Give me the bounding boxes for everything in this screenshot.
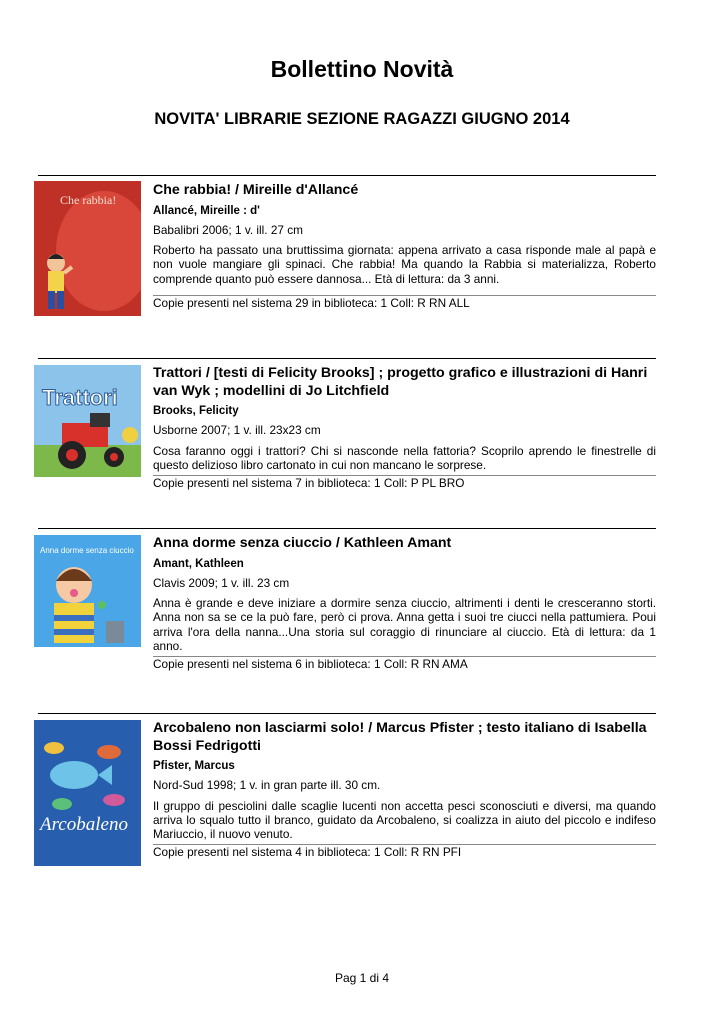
book-publication: Babalibri 2006; 1 v. ill. 27 cm xyxy=(153,222,303,237)
book-copies: Copie presenti nel sistema 6 in biblioteca: 1 Coll: R RN AMA xyxy=(153,656,656,671)
book-author: Amant, Kathleen xyxy=(153,557,244,570)
book-copies: Copie presenti nel sistema 7 in biblioteca: 1 Coll: P PL BRO xyxy=(153,475,656,490)
book-entry xyxy=(38,528,656,679)
page-title: Bollettino Novità xyxy=(270,56,454,82)
book-publication: Nord-Sud 1998; 1 v. in gran parte ill. 30 cm. xyxy=(153,778,381,793)
book-description: Anna è grande e deve iniziare a dormire senza ciuccio, altrimenti i denti le cresceranno storti. Anna non sa se ce la può fare, però ci prova. Anna getta i suoi tre ciucci nella pattumiera. Poui arriva l'ora della nanna...Una storia sul coraggio di rinunciare al ciuccio. Età di lettura: da 1 anno. xyxy=(153,596,656,653)
book-description: Roberto ha passato una bruttissima giornata: appena arrivato a casa risponde male al papà e non vuole mangiare gli spinaci. Che rabbia! Ma quando la Rabbia si materializza, Roberto comprende quanto può essere dannosa... Età di lettura: da 3 anni. xyxy=(153,243,656,286)
book-cover[interactable] xyxy=(34,720,141,866)
book-title[interactable]: Che rabbia! / Mireille d'Allancé xyxy=(153,182,359,198)
book-title[interactable]: Arcobaleno non lasciarmi solo! / Marcus Pfister ; testo italiano di Isabella Bossi Fedrigotti xyxy=(153,720,647,754)
book-cover[interactable] xyxy=(34,181,141,316)
book-author: Brooks, Felicity xyxy=(153,405,239,417)
book-entry xyxy=(38,358,656,499)
book-entry xyxy=(38,713,656,874)
book-cover[interactable] xyxy=(34,535,141,647)
book-author: Allancé, Mireille : d' xyxy=(153,204,260,217)
book-description: Il gruppo di pesciolini dalle scaglie lucenti non accetta pesci sconosciuti e diversi, ma quando arriva lo squalo tutto il branco, guidato da Arcobaleno, si coalizza in aiuto del piccolo e indifeso Mariuccio, il nuovo venuto. xyxy=(153,798,656,842)
cover-title: Arcobaleno xyxy=(40,814,128,835)
cover-title: Anna dorme senza ciuccio xyxy=(40,546,134,555)
book-title[interactable]: Trattori / [testi di Felicity Brooks] ; progetto grafico e illustrazioni di Hanri van Wyk ; modellini di Jo Litchfield xyxy=(153,365,648,399)
page-number: Pag 1 di 4 xyxy=(334,971,390,985)
book-cover[interactable] xyxy=(34,365,141,477)
cover-title: Trattori xyxy=(42,385,118,410)
book-copies: Copie presenti nel sistema 4 in biblioteca: 1 Coll: R RN PFI xyxy=(153,844,656,859)
page-subtitle: NOVITA' LIBRARIE SEZIONE RAGAZZI GIUGNO 2014 xyxy=(154,110,570,128)
book-title[interactable]: Anna dorme senza ciuccio / Kathleen Amant xyxy=(153,535,452,551)
book-entry xyxy=(38,175,656,326)
cover-title: Che rabbia! xyxy=(60,193,117,207)
book-publication: Clavis 2009; 1 v. ill. 23 cm xyxy=(153,575,290,590)
book-copies: Copie presenti nel sistema 29 in biblioteca: 1 Coll: R RN ALL xyxy=(153,295,656,310)
book-description: Cosa faranno oggi i trattori? Chi si nasconde nella fattoria? Scoprilo aprendo le finestrelle di questo delizioso libro cartonato in cui non mancano le sorprese. xyxy=(153,443,656,472)
book-author: Pfister, Marcus xyxy=(153,760,235,772)
book-publication: Usborne 2007; 1 v. ill. 23x23 cm xyxy=(153,423,321,438)
